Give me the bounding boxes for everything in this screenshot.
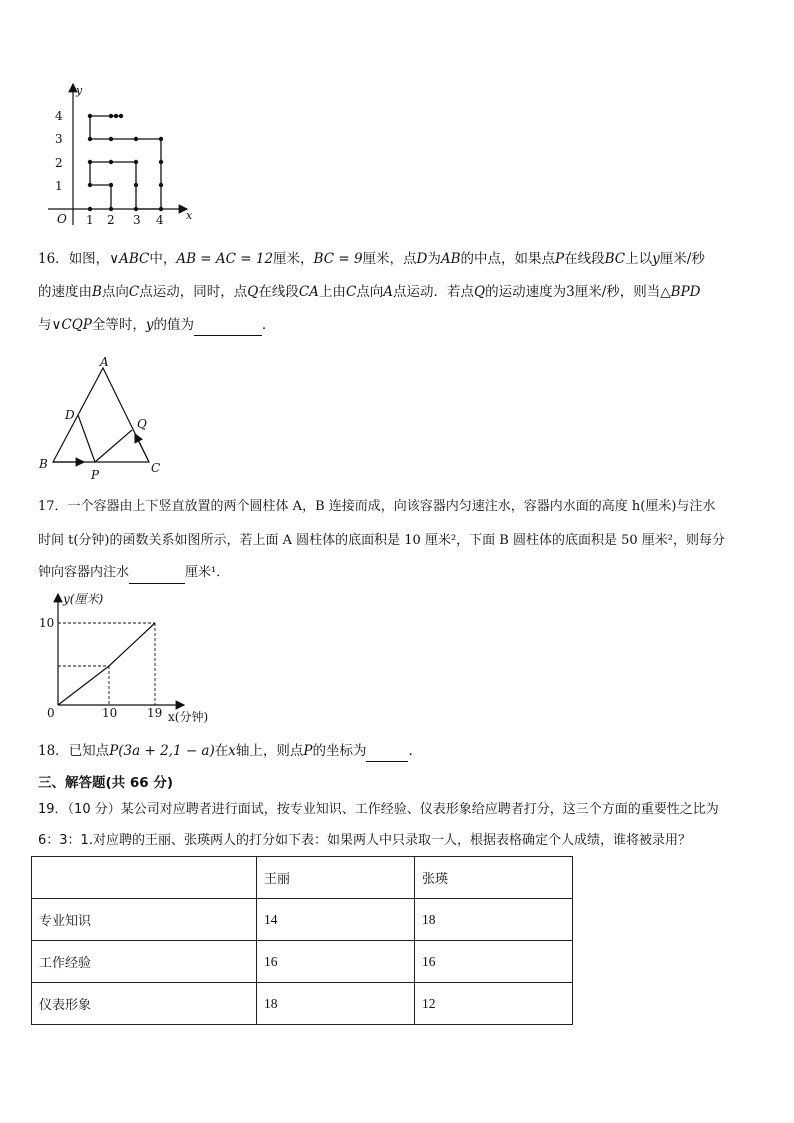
x-tick-19: 19 xyxy=(147,706,163,720)
label-a: A xyxy=(100,355,109,369)
y-tick: 4 xyxy=(55,109,63,123)
label-b: B xyxy=(39,457,48,471)
y-tick: 3 xyxy=(55,132,63,146)
answer-blank xyxy=(129,563,185,584)
q17-line-2: 时间 t(分钟)的函数关系如图所示，若上面 A 圆柱体的底面积是 10 厘米²，下面 B 圆柱体的底面积是 50 厘米²，则每分 xyxy=(38,533,726,548)
score-cell: 14 xyxy=(257,899,415,941)
score-cell: 18 xyxy=(257,983,415,1025)
q16-line-3: 与∨CQP全等时，y的值为 ． xyxy=(38,315,276,336)
x-tick: 4 xyxy=(156,213,164,227)
header-cell xyxy=(32,857,257,899)
table-row xyxy=(32,899,573,941)
score-cell: 16 xyxy=(415,941,573,983)
zigzag-path xyxy=(90,116,161,209)
q19-line-1: 19．（10 分）某公司对应聘者进行面试，按专业知识、工作经验、仪表形象给应聘者打分，这三个方面的重要性之比为 xyxy=(38,802,719,817)
water-level-line xyxy=(58,623,155,705)
q16-line-1: 16．如图，∨ABC中，AB = AC = 12厘米，BC = 9厘米，点D为AB的中点，如果点P在线段BC上以y厘米/秒 xyxy=(38,251,705,267)
table-row xyxy=(32,941,573,983)
label-p: P xyxy=(91,468,100,482)
segment-pq xyxy=(95,430,132,462)
y-tick: 2 xyxy=(55,156,63,170)
x-tick: 3 xyxy=(133,213,141,227)
x-axis-label: x(分钟) xyxy=(168,710,209,724)
q19-line-2: 6：3：1.对应聘的王丽、张瑛两人的打分如下表：如果两人中只录取一人，根据表格确定个人成绩，谁将被录用？ xyxy=(38,833,691,848)
score-cell: 18 xyxy=(415,899,573,941)
q17-line-1: 17．一个容器由上下竖直放置的两个圆柱体 A，B 连接而成，向该容器内匀速注水，容器内水面的高度 h(厘米)与注水 xyxy=(38,499,716,514)
score-cell: 16 xyxy=(257,941,415,983)
score-cell: 12 xyxy=(415,983,573,1025)
section-title: 三、解答题(共 66 分) xyxy=(38,775,174,791)
q18-line: 18．已知点P(3a + 2,1 − a)在x轴上，则点P的坐标为 ． xyxy=(38,741,422,762)
y-tick-10: 10 xyxy=(39,616,55,630)
x-tick: 1 xyxy=(86,213,94,227)
answer-blank xyxy=(366,741,408,762)
y-axis-label: y xyxy=(76,84,83,97)
score-table xyxy=(31,856,573,1025)
header-cell: 张瑛 xyxy=(415,857,573,899)
row-label: 专业知识 xyxy=(32,899,257,941)
row-label: 仪表形象 xyxy=(32,983,257,1025)
row-label: 工作经验 xyxy=(32,941,257,983)
origin-label: O xyxy=(57,212,67,226)
grid-path-figure xyxy=(40,80,210,230)
triangle-figure xyxy=(34,355,174,485)
origin-label: 0 xyxy=(47,706,55,720)
x-axis-label: x xyxy=(186,209,193,222)
segment-dp xyxy=(78,415,95,462)
q17-line-3: 钟向容器内注水 厘米¹． xyxy=(38,563,229,584)
q16-line-2: 的速度由B点向C点运动，同时，点Q在线段CA上由C点向A点运动．若点Q的运动速度为3厘米/秒，则当△BPD xyxy=(38,284,701,300)
table-row xyxy=(32,983,573,1025)
header-cell: 王丽 xyxy=(257,857,415,899)
answer-blank xyxy=(194,315,262,336)
x-tick-10: 10 xyxy=(102,706,118,720)
x-tick: 2 xyxy=(107,213,115,227)
table-header-row xyxy=(32,857,573,899)
y-tick: 1 xyxy=(55,179,63,193)
label-d: D xyxy=(65,408,75,422)
label-c: C xyxy=(151,461,161,475)
label-q: Q xyxy=(137,417,147,431)
water-level-graph xyxy=(34,590,234,725)
arrow-cq xyxy=(135,434,149,462)
y-axis-label: y(厘米) xyxy=(63,592,104,606)
